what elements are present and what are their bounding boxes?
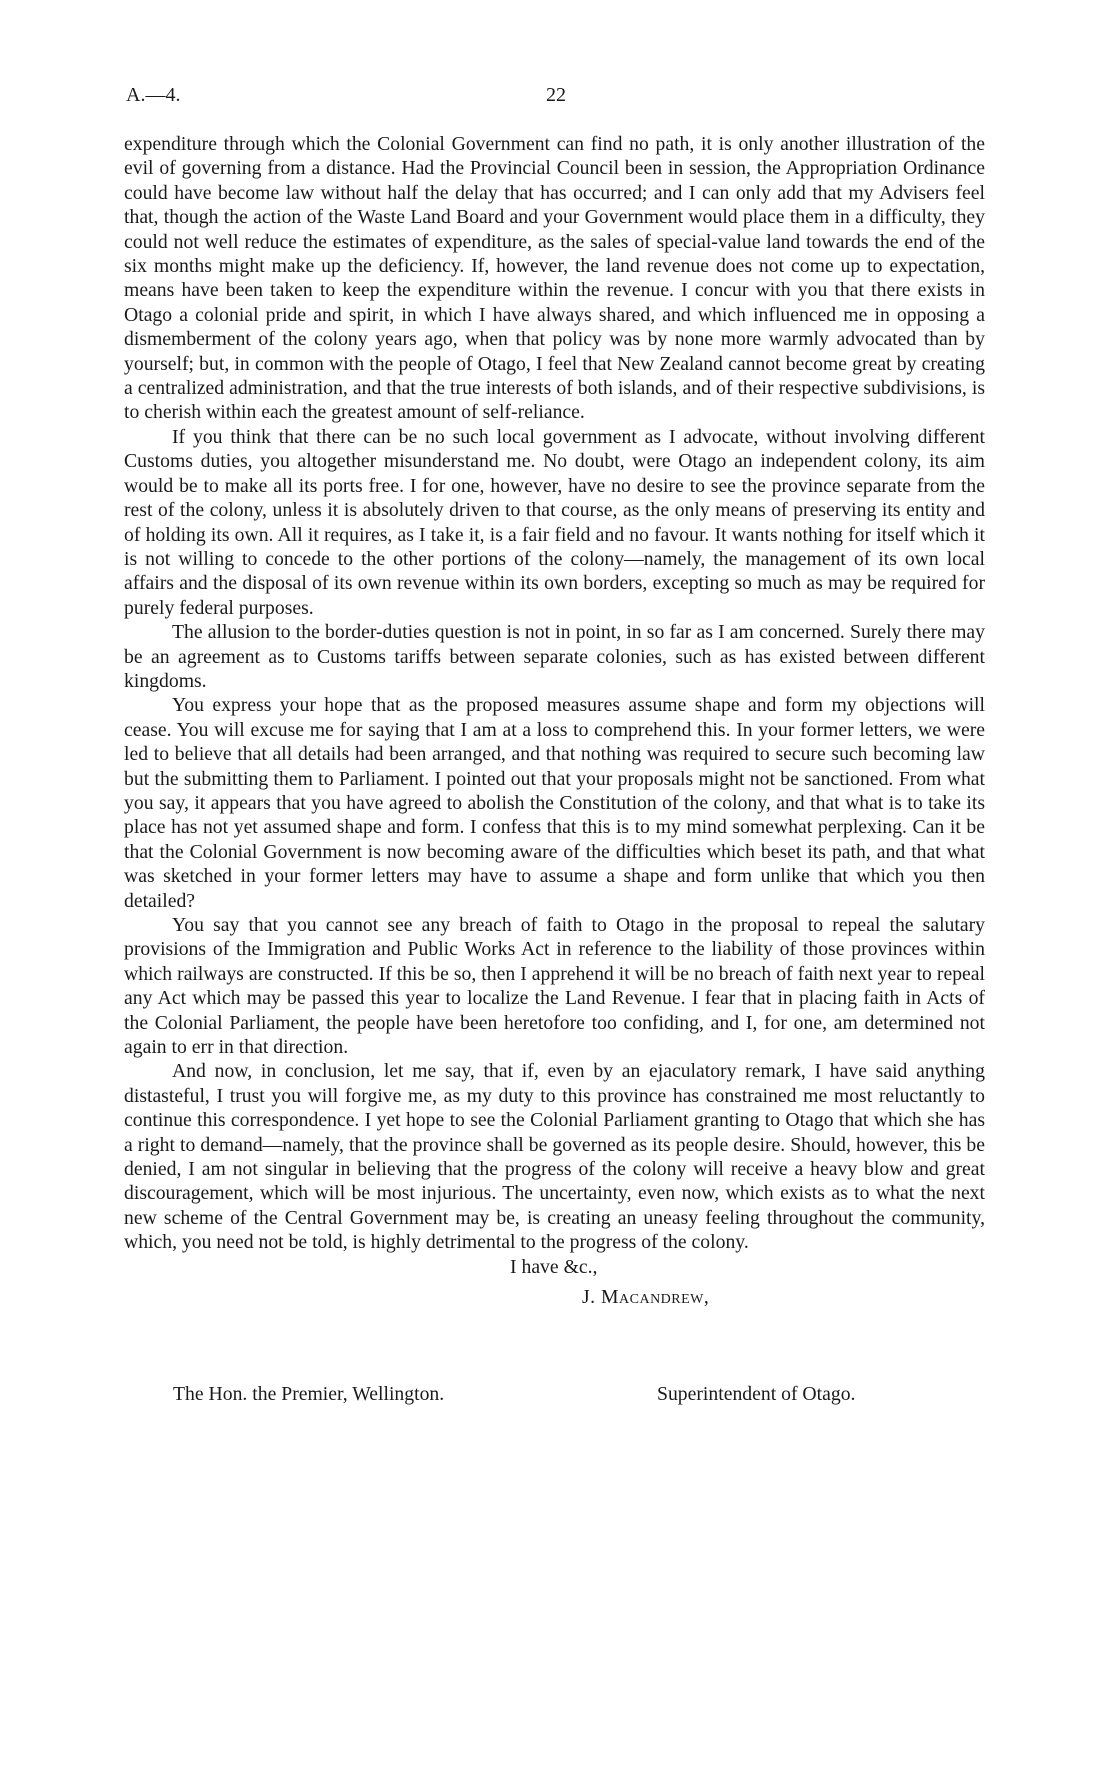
paragraph-5: You say that you cannot see any breach of faith to Otago in the proposal to repeal the salutary provisions of the Immigration and Public Works Act in reference to the liability of those provinces within which railways are constructed. If this be so, then I apprehend it will be no breach of faith next year to repeal any Act which may be passed this year to localize the Land Revenue. I fear that in placing faith in Acts of the Colonial Parliament, the people have been heretofore too confiding, and I, for one, am determined not again to err in that direction. — [124, 914, 985, 1059]
closing-line — [124, 1255, 985, 1279]
paragraph-6: And now, in conclusion, let me say, that if, even by an ejaculatory remark, I have said anything distasteful, I trust you will forgive me, as my duty to this province has constrained me most reluctantly to continue this correspondence. I yet hope to see the Colonial Parliament granting to Otago that which she has a right to demand—namely, that the province shall be governed as its people desire. Should, however, this be denied, I am not singular in believing that the progress of the colony will receive a heavy blow and great discouragement, which will be most injurious. The uncertainty, even now, which exists as to what the next new scheme of the Central Government may be, is creating an uneasy feeling throughout the community, which, you need not be told, is highly detrimental to the progress of the colony. — [124, 1060, 985, 1254]
page-number: 22 — [546, 84, 566, 106]
paragraph-3: The allusion to the border-duties question is not in point, in so far as I am concerned. Surely there may be an agreement as to Customs tariffs between separate colonies, such as has existed between different kingdoms. — [124, 621, 985, 692]
paragraph-1: expenditure through which the Colonial Government can find no path, it is only another illustration of the evil of governing from a distance. Had the Provincial Council been in session, the Appropriation Ordinance could have become law without half the delay that has occurred; and I can only add that my Advisers feel that, though the action of the Waste Land Board and your Government would place them in a difficulty, they could not well reduce the estimates of expenditure, as the sales of special-value land towards the end of the six months might make up the deficiency. If, however, the land revenue does not come up to expectation, means have been taken to keep the expenditure within the revenue. I concur with you that there exists in Otago a colonial pride and spirit, in which I have always shared, and which influenced me in opposing a dismemberment of the colony years ago, when that policy was by none more warmly advocated than by yourself; but, in common with the people of Otago, I feel that New Zealand cannot become great by creating a centralized administration, and that the true interests of both islands, and of their respective subdivisions, is to cherish within each the greatest amount of self-reliance. — [124, 133, 985, 424]
paragraph-4: You express your hope that as the proposed measures assume shape and form my objections will cease. You will excuse me for saying that I am at a loss to comprehend this. In your former letters, we were led to believe that all details had been arranged, and that nothing was required to secure such becoming law but the submitting them to Parliament. I pointed out that your proposals might not be sanctioned. From what you say, it appears that you have agreed to abolish the Constitution of the colony, and that what is to take its place has not yet assumed shape and form. I confess that this is to my mind somewhat perplexing. Can it be that the Colonial Government is now becoming aware of the difficulties which beset its path, and that what was sketched in your former letters may have to assume a shape and form unlike that which you then detailed? — [124, 694, 985, 912]
document-reference: A.—4. — [126, 84, 181, 106]
signature-line — [124, 1285, 985, 1311]
signatory-name: J. Macandrew, — [582, 1286, 710, 1309]
paragraph-2: If you think that there can be no such local government as I advocate, without involving different Customs duties, you altogether misunderstand me. No doubt, were Otago an independent colony, its aim would be to make all its ports free. I for one, however, have no desire to see the province separate from the rest of the colony, unless it is absolutely driven to that course, as the only means of preserving its entity and of holding its own. All it requires, as I take it, is a fair field and no favour. It wants nothing for itself which it is not willing to concede to the other portions of the colony—namely, the management of its own local affairs and the disposal of its own revenue within its own borders, excepting so much as may be required for purely federal purposes. — [124, 425, 985, 619]
page-header — [126, 84, 986, 114]
addressee: The Hon. the Premier, Wellington. — [173, 1383, 445, 1405]
closing-salutation: I have &c., — [510, 1255, 598, 1278]
letter-body — [124, 132, 985, 1311]
signatory-title: Superintendent of Otago. — [657, 1383, 856, 1405]
